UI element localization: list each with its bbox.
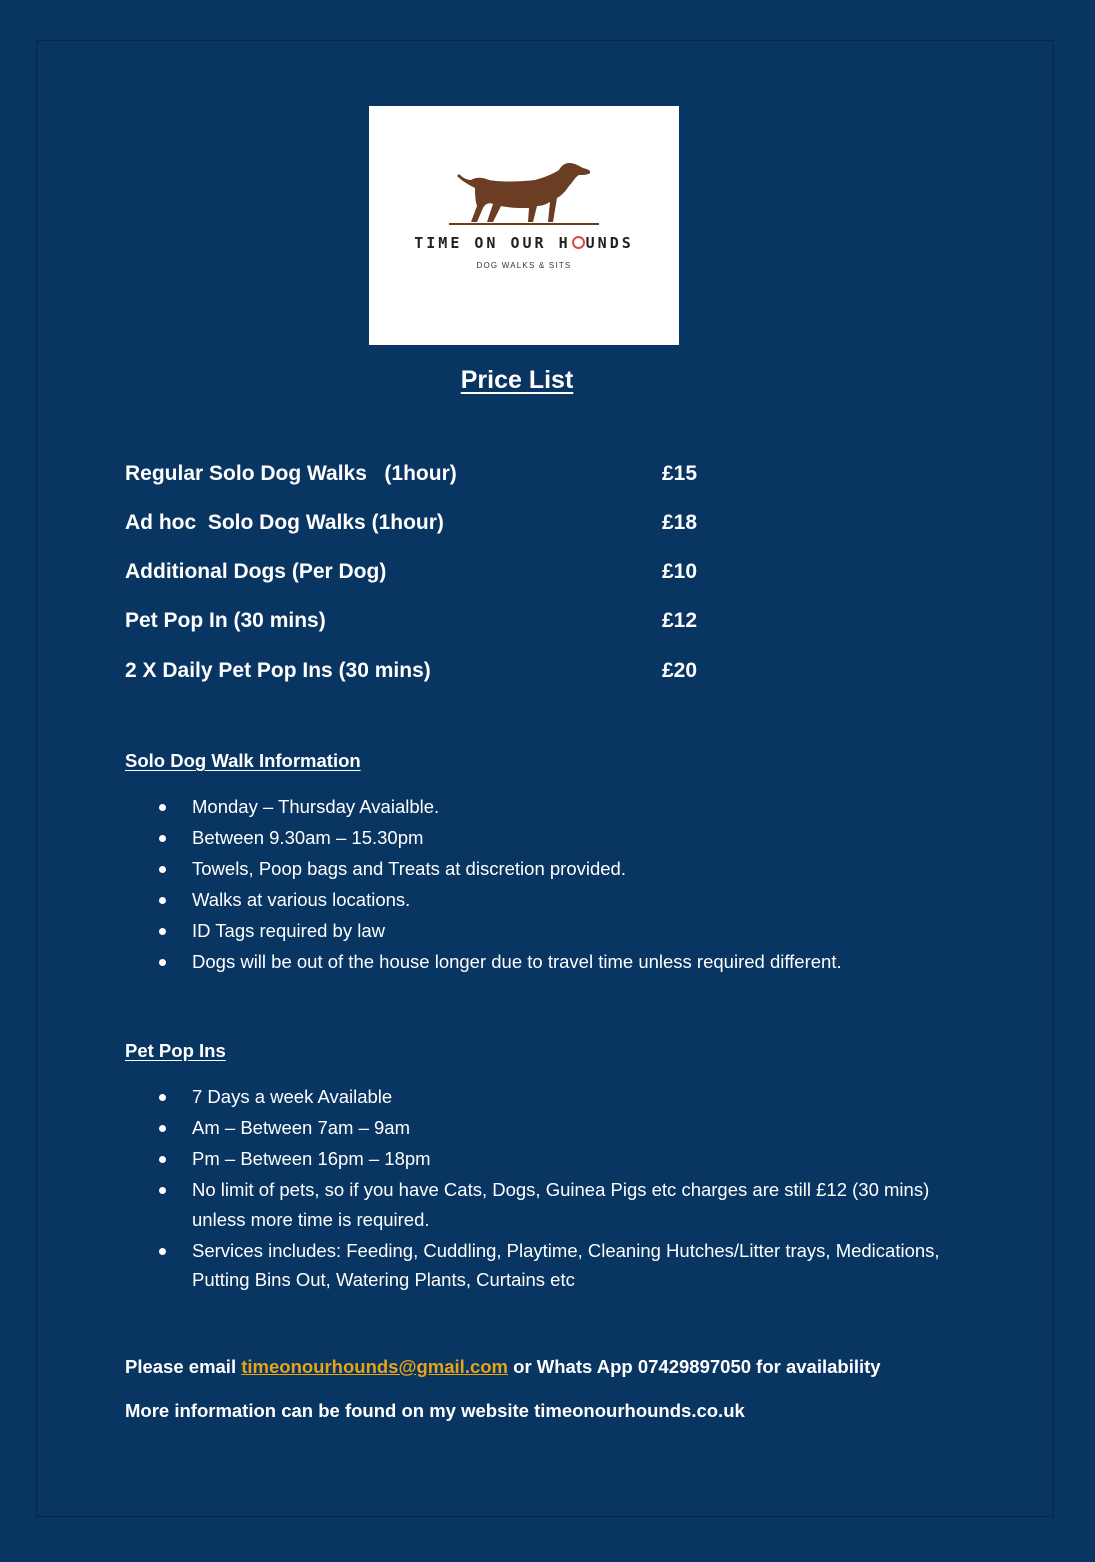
logo-tagline: DOG WALKS & SITS xyxy=(476,261,572,270)
pop-ins-list xyxy=(125,1082,955,1296)
service-price: £18 xyxy=(662,511,698,534)
email-link[interactable]: timeonourhounds@gmail.com xyxy=(241,1356,509,1377)
logo xyxy=(369,106,679,345)
price-row xyxy=(125,659,745,689)
list-item: Services includes: Feeding, Cuddling, Playtime, Cleaning Hutches/Litter trays, Medications, Putting Bins Out, Watering Plants, Curtains etc xyxy=(125,1236,955,1295)
list-item: Pm – Between 16pm – 18pm xyxy=(125,1144,955,1174)
price-row xyxy=(125,609,745,639)
list-item: 7 Days a week Available xyxy=(125,1082,955,1112)
service-price: £12 xyxy=(662,609,698,632)
dog-icon xyxy=(449,158,599,230)
list-item: No limit of pets, so if you have Cats, Dogs, Guinea Pigs etc charges are still £12 (30 mins) unless more time is required. xyxy=(125,1175,955,1234)
list-item: Towels, Poop bags and Treats at discretion provided. xyxy=(125,854,955,884)
price-row xyxy=(125,560,745,590)
service-price: £15 xyxy=(662,462,698,485)
service-name: Regular Solo Dog Walks (1hour) xyxy=(125,462,457,485)
website-line: More information can be found on my website timeonourhounds.co.uk xyxy=(125,1400,745,1421)
service-name: Pet Pop In (30 mins) xyxy=(125,609,326,632)
list-item: Am – Between 7am – 9am xyxy=(125,1113,955,1143)
clock-icon xyxy=(572,236,585,249)
service-name: 2 X Daily Pet Pop Ins (30 mins) xyxy=(125,659,431,682)
list-item: Dogs will be out of the house longer due to travel time unless required different. xyxy=(125,947,955,977)
page-title: Price List xyxy=(460,366,574,394)
list-item: Monday – Thursday Avaialble. xyxy=(125,792,955,822)
price-row xyxy=(125,462,745,492)
solo-walk-heading: Solo Dog Walk Information xyxy=(125,750,361,771)
price-row xyxy=(125,511,745,541)
list-item: ID Tags required by law xyxy=(125,916,955,946)
contact-line: Please email timeonourhounds@gmail.com or Whats App 07429897050 for availability xyxy=(125,1356,881,1377)
service-name: Additional Dogs (Per Dog) xyxy=(125,560,387,583)
list-item: Between 9.30am – 15.30pm xyxy=(125,823,955,853)
solo-walk-list xyxy=(125,792,955,978)
pop-ins-heading: Pet Pop Ins xyxy=(125,1040,226,1061)
service-price: £20 xyxy=(662,659,698,682)
list-item: Walks at various locations. xyxy=(125,885,955,915)
logo-wordmark: TIME ON OUR H UNDS xyxy=(414,234,634,252)
service-price: £10 xyxy=(662,560,698,583)
service-name: Ad hoc Solo Dog Walks (1hour) xyxy=(125,511,444,534)
